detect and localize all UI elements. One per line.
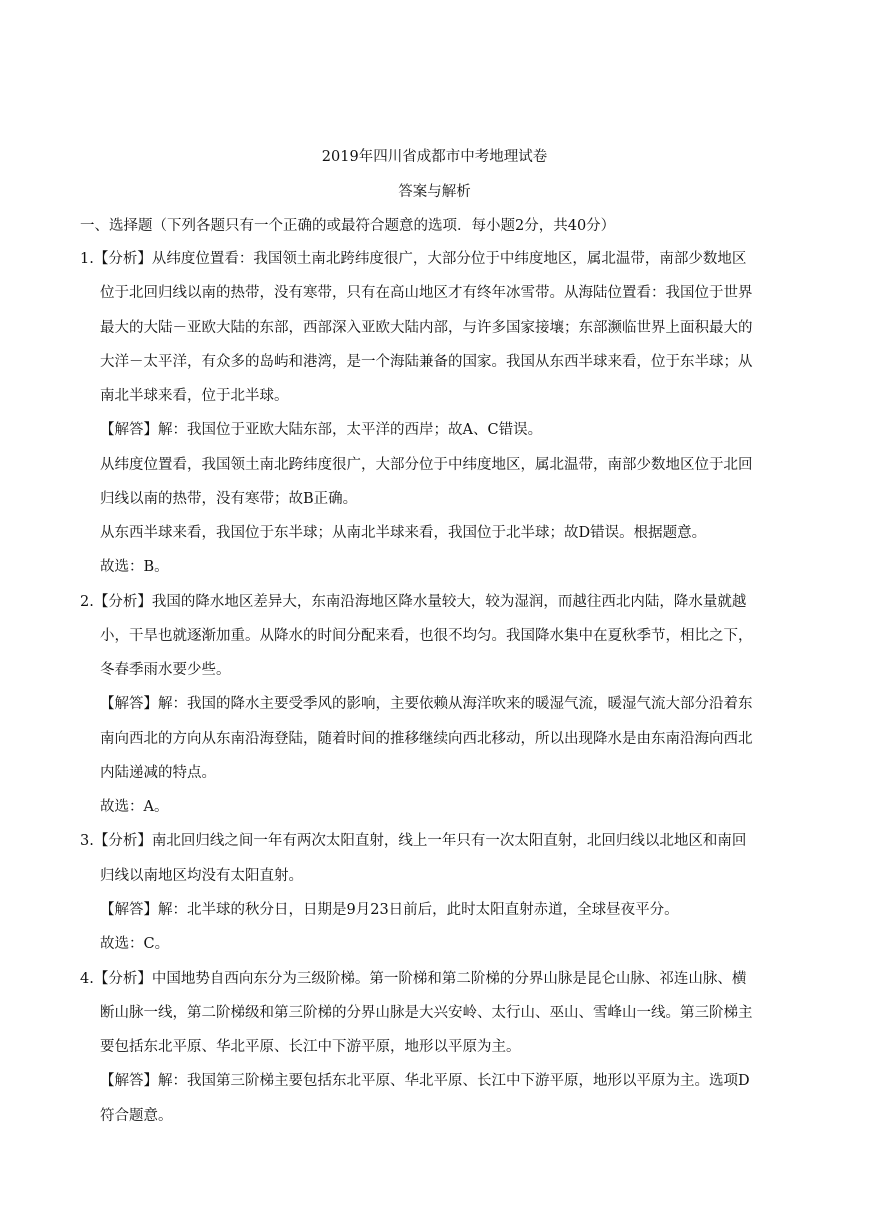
text-line: 要包括东北平原、华北平原、长江中下游平原，地形以平原为主。 bbox=[100, 1039, 521, 1055]
text-line: 故选：A。 bbox=[100, 799, 169, 815]
text-line: 冬春季雨水要少些。 bbox=[100, 662, 231, 678]
document-title: 2019年四川省成都市中考地理试卷 bbox=[321, 149, 548, 165]
text-line: 内陆递减的特点。 bbox=[100, 765, 216, 781]
text-line: 南北半球来看，位于北半球。 bbox=[100, 388, 289, 404]
text-line: 归线以南的热带，没有寒带；故B正确。 bbox=[100, 491, 358, 507]
text-line: 从东西半球来看，我国位于东半球；从南北半球来看，我国位于北半球；故D错误。根据题意。 bbox=[100, 525, 707, 541]
text-line: 【解答】解：我国第三阶梯主要包括东北平原、华北平原、长江中下游平原，地形以平原为主。选项D bbox=[100, 1073, 750, 1089]
text-line: 4.【分析】中国地势自西向东分为三级阶梯。第一阶梯和第二阶梯的分界山脉是昆仑山脉、祁连山脉、横 bbox=[80, 971, 747, 987]
text-line: 符合题意。 bbox=[100, 1108, 173, 1124]
text-line: 从纬度位置看，我国领土南北跨纬度很广，大部分位于中纬度地区，属北温带，南部少数地区位于北回 bbox=[100, 457, 753, 473]
text-line: 小，干旱也就逐渐加重。从降水的时间分配来看，也很不均匀。我国降水集中在夏秋季节，相比之下， bbox=[100, 628, 753, 644]
text-line: 断山脉一线，第二阶梯级和第三阶梯的分界山脉是大兴安岭、太行山、巫山、雪峰山一线。第三阶梯主 bbox=[100, 1005, 753, 1021]
text-line: 南向西北的方向从东南沿海登陆，随着时间的推移继续向西北移动，所以出现降水是由东南沿海向西北 bbox=[100, 731, 753, 747]
text-line: 【解答】解：我国的降水主要受季风的影响，主要依赖从海洋吹来的暖湿气流，暖湿气流大部分沿着东 bbox=[100, 696, 753, 712]
text-line: 3.【分析】南北回归线之间一年有两次太阳直射，线上一年只有一次太阳直射，北回归线以北地区和南回 bbox=[80, 833, 747, 849]
text-line: 【解答】解：我国位于亚欧大陆东部，太平洋的西岸；故A、C错误。 bbox=[100, 422, 543, 438]
text-line: 故选：B。 bbox=[100, 559, 169, 575]
text-line: 1.【分析】从纬度位置看：我国领土南北跨纬度很广，大部分位于中纬度地区，属北温带，南部少数地区 bbox=[80, 251, 747, 267]
text-line: 2.【分析】我国的降水地区差异大，东南沿海地区降水量较大，较为湿润，而越往西北内陆，降水量就越 bbox=[80, 594, 747, 610]
document-subtitle: 答案与解析 bbox=[398, 184, 471, 200]
text-line: 位于北回归线以南的热带，没有寒带，只有在高山地区才有终年冰雪带。从海陆位置看：我国位于世界 bbox=[100, 285, 753, 301]
section-heading: 一、选择题（下列各题只有一个正确的或最符合题意的选项．每小题2分，共40分） bbox=[80, 218, 616, 234]
text-line: 故选：C。 bbox=[100, 936, 170, 952]
text-line: 归线以南地区均没有太阳直射。 bbox=[100, 868, 303, 884]
text-line: 大洋－太平洋，有众多的岛屿和港湾，是一个海陆兼备的国家。我国从东西半球来看，位于东半球；从 bbox=[100, 354, 753, 370]
text-line: 最大的大陆－亚欧大陆的东部，西部深入亚欧大陆内部，与许多国家接壤；东部濒临世界上面积最大的 bbox=[100, 320, 753, 336]
text-line: 【解答】解：北半球的秋分日，日期是9月23日前后，此时太阳直射赤道，全球昼夜平分。 bbox=[100, 902, 679, 918]
